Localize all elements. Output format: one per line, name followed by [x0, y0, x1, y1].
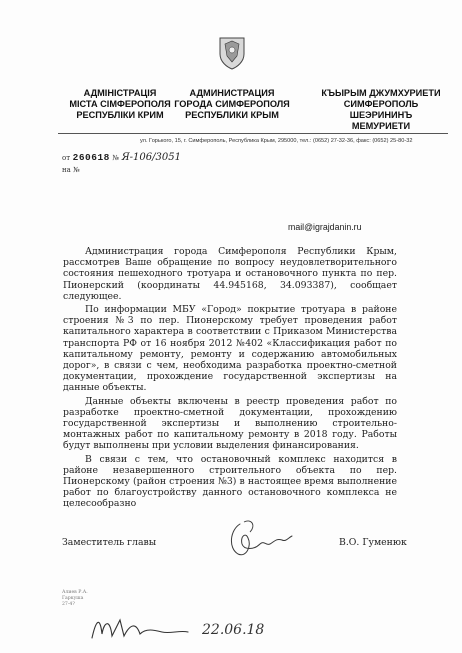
header-line: РЕСПУБЛІКИ КРИМ	[76, 110, 164, 120]
header-line: АДМИНИСТРАЦИЯ	[189, 88, 275, 98]
signer-title: Заместитель главы	[62, 537, 157, 548]
header-line: МІСТА СІМФЕРОПОЛЯ	[69, 99, 171, 109]
recipient-email: mail@igrajdanin.ru	[288, 222, 362, 232]
reference-label: на №	[62, 166, 80, 174]
header-line: АДМІНІСТРАЦІЯ	[83, 88, 157, 98]
header-crimean-tatar	[318, 88, 444, 132]
body-paragraph: В связи с тем, что остановочный комплекс находится в районе незавершенного строительного объекта по пер. Пионерскому (район строения №3) в настоящее время выполнение работ по благоустройству данного остановочного комплекса не целесообразно	[63, 453, 397, 510]
date-label: от	[62, 154, 71, 162]
coat-of-arms-emblem	[217, 36, 247, 70]
footer-line: Алиев Р.А.	[62, 590, 88, 595]
header-line: РЕСПУБЛИКИ КРЫМ	[185, 110, 279, 120]
executor-info	[62, 590, 88, 608]
header-line: ШЕЭРИНИНЪ	[349, 110, 413, 120]
number-label: №	[112, 154, 120, 162]
header-line: МЕМУРИЕТИ	[351, 121, 411, 131]
address-line: ул. Горького, 15, г. Симферополь, Республика Крым, 295000, тел.: (0652) 27-32-36, факс: (0652) 25-80-32	[140, 138, 413, 144]
registration-number: Я-106/3051	[121, 152, 181, 163]
handwritten-signature	[226, 516, 296, 560]
body-paragraph: По информации МБУ «Город» покрытие тротуара в районе строения №3 по пер. Пионерскому требует проведения работ капитального характера в соответствии с Приказом Министерства транспорта РФ от 16 ноября 2012 №402 «Классификация работ по капитальному ремонту, ремонту и содержанию автомобильных дорог», в связи с чем, необходима разработка проектно-сметной документации, прохождение государственной экспертизы на данные объекты.	[63, 304, 397, 394]
header-line: ГОРОДА СИМФЕРОПОЛЯ	[174, 99, 290, 109]
registration-line	[62, 152, 181, 163]
handwritten-receipt-mark	[84, 610, 294, 644]
receipt-date: 22.06.18	[202, 622, 265, 638]
reference-line	[62, 166, 80, 174]
registration-date: 260618	[72, 152, 110, 163]
body-paragraph: Данные объекты включены в реестр проведения работ по разработке проектно-сметной документации, прохождению государственной экспертизы и выполнению строительно-монтажных работ по капитальному ремонту в 2018 году. Работы будут выполнены при условии выделения финансирования.	[63, 395, 397, 452]
header-ukrainian	[58, 88, 182, 121]
body-paragraph: Администрация города Симферополя Республики Крым, рассмотрев Ваше обращение по вопросу неудовлетворительного состояния пешеходного тротуара и остановочного пункта по пер. Пионерский (координаты 44.945168, 34.093387), сообщает следующее.	[63, 246, 397, 302]
footer-line: Гаркуша	[62, 596, 84, 601]
header-line: СИМФЕРОПОЛЬ	[343, 99, 419, 109]
header-russian	[168, 88, 296, 121]
signer-name: В.О. Гуменюк	[339, 537, 407, 548]
header-divider	[58, 133, 448, 134]
letter-body	[63, 246, 397, 512]
footer-line: 27-4?	[62, 602, 75, 607]
header-line: КЪЫРЫМ ДЖУМХУРИЕТИ	[321, 88, 441, 98]
